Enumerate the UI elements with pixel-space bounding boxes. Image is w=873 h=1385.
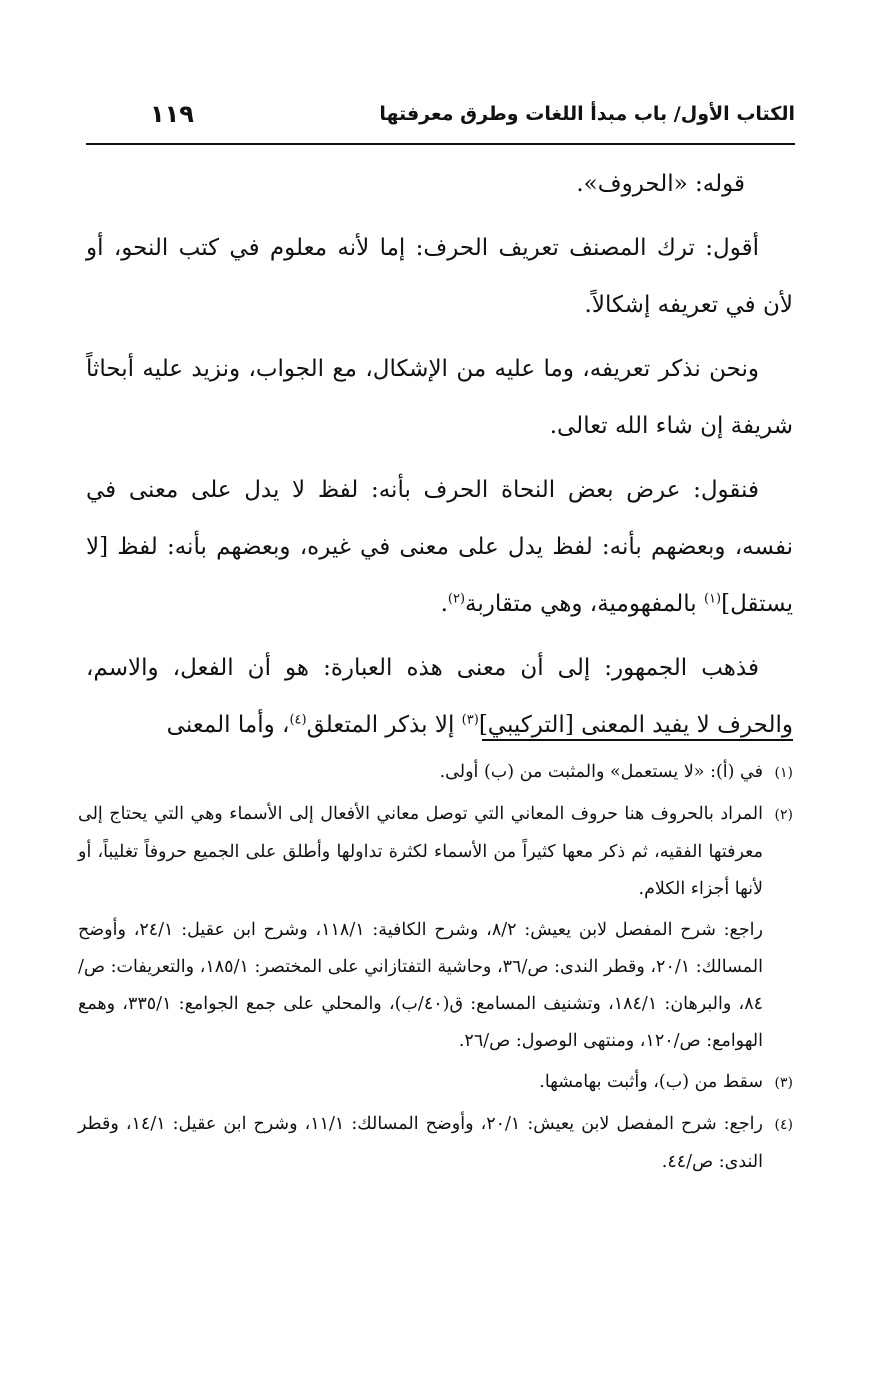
footnote-ref: (٢) (447, 591, 466, 607)
header-rule (86, 143, 795, 145)
paragraph-text: فنقول: عرض بعض النحاة الحرف بأنه: لفظ لا يدل على معنى في نفسه، وبعضهم بأنه: لفظ يدل على معنى في غيره، وبعضهم بأنه: لفظ [لا يستقل] (86, 477, 793, 617)
paragraph-quote: قوله: «الحروف». (576, 171, 745, 197)
footnote-number: (١) (774, 765, 793, 781)
paragraph: ونحن نذكر تعريفه، وما عليه من الإشكال، مع الجواب، ونزيد عليه أبحاثاً شريفة إن شاء الله تعالى. (86, 356, 793, 439)
footnote-number: (٢) (774, 807, 793, 823)
footnotes (78, 754, 793, 1185)
footnote-references: راجع: شرح المفصل لابن يعيش: ٨/٢، وشرح الكافية: ١١٨/١، وشرح ابن عقيل: ٢٤/١، وأوضح المسالك: ٢٠/١، وقطر الندى: ص/٣٦، وحاشية التفتازاني على المختصر: ١٨٥/١، والتعريفات: ص/٨٤، والبرهان: ١٨٤/١، وتشنيف المسامع: ق(٤٠/ب)، والمحلي على جمع الجوامع: ٣٣٥/١، وهمع الهوامع: ص/١٢٠، ومنتهى الوصول: ص/٢٦. (78, 920, 763, 1051)
page-header (88, 92, 795, 136)
footnote (78, 796, 793, 908)
footnote-rule (482, 739, 793, 741)
footnote-text: سقط من (ب)، وأثبت بهامشها. (539, 1072, 763, 1092)
paragraph (86, 462, 793, 633)
paragraph (86, 640, 793, 754)
footnote (78, 1106, 793, 1181)
footnote-text: المراد بالحروف هنا حروف المعاني التي توصل معاني الأفعال إلى الأسماء وهي التي يحتاج إلى معرفتها الفقيه، ثم ذكر معها كثيراً من الأسماء لكثرة تداولها وأطلق على الجميع حروفاً تغليباً، أو لأنها أجزاء الكلام. (78, 804, 763, 899)
footnote-ref: (٣) (461, 712, 479, 728)
footnote (78, 754, 793, 792)
footnote-ref: (٤) (289, 712, 307, 728)
paragraph-text: ، وأما المعنى (166, 712, 290, 738)
paragraph-text: بالمفهومية، وهي متقاربة (465, 591, 704, 617)
footnote-text: في (أ): «لا يستعمل» والمثبت من (ب) أولى. (439, 762, 763, 782)
footnote-text: راجع: شرح المفصل لابن يعيش: ٢٠/١، وأوضح المسالك: ١١/١، وشرح ابن عقيل: ١٤/١، وقطر الندى: ص/٤٤. (78, 1114, 763, 1172)
footnote-number: (٤) (774, 1117, 793, 1133)
paragraph: أقول: ترك المصنف تعريف الحرف: إما لأنه معلوم في كتب النحو، أو لأن في تعريفه إشكالاً. (86, 235, 793, 318)
footnote-ref: (١) (703, 591, 722, 607)
paragraph-text: . (440, 591, 448, 617)
footnote (78, 1064, 793, 1102)
running-title: الكتاب الأول/ باب مبدأ اللغات وطرق معرفتها (379, 103, 795, 125)
paragraph-text: إلا بذكر المتعلق (306, 712, 462, 738)
page-number: ١١٩ (150, 100, 194, 128)
main-text (86, 156, 793, 761)
footnote-number: (٣) (774, 1075, 793, 1091)
paragraph-text: فذهب الجمهور: إلى أن معنى هذه العبارة: هو أن الفعل، والاسم، والحرف لا يفيد المعنى [التركيبي] (86, 655, 793, 738)
